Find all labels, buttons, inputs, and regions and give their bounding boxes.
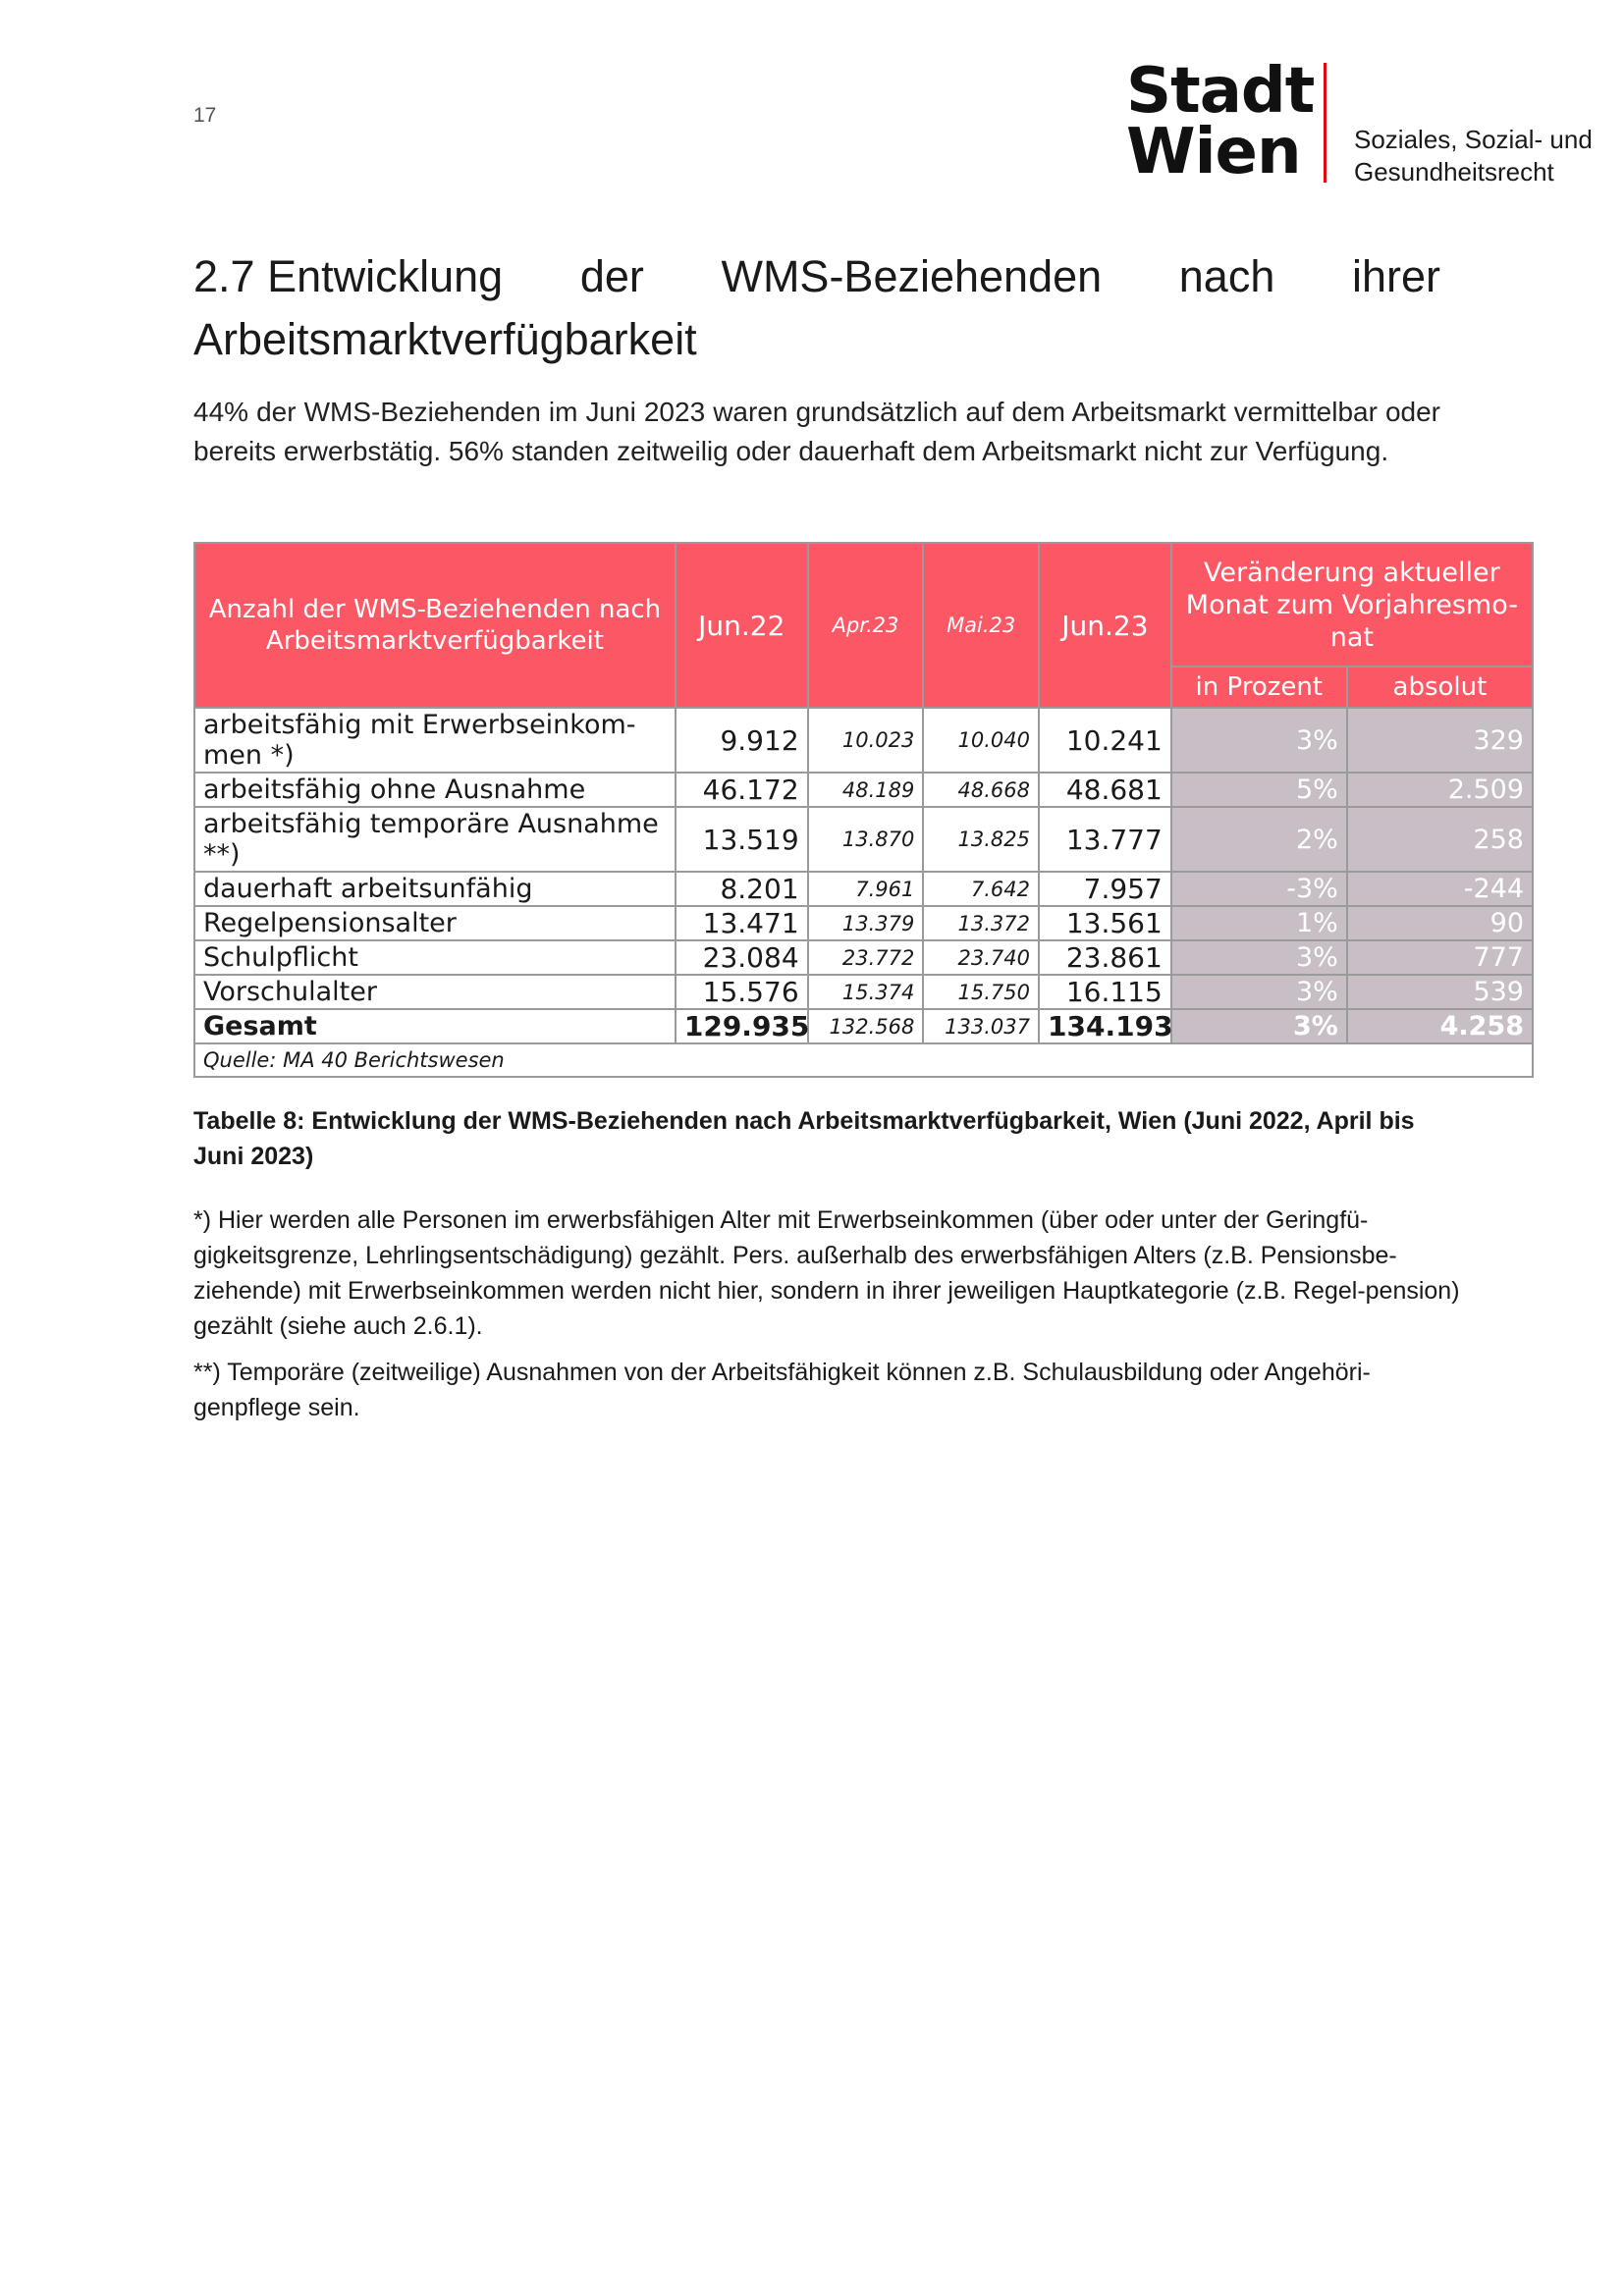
row-label: Regelpensionsalter [194, 906, 676, 940]
heading-word: nach [1178, 251, 1275, 301]
cell-mai23: 48.668 [923, 773, 1039, 807]
table-row [194, 975, 1533, 1009]
cell-absolute: 329 [1347, 708, 1533, 773]
row-label: Vorschulalter [194, 975, 676, 1009]
logo-dept-line2: Gesundheitsrecht [1354, 157, 1554, 187]
table-header-row [194, 543, 1533, 667]
intro-paragraph: 44% der WMS-Beziehenden im Juni 2023 waren grundsätzlich auf dem Arbeitsmarkt vermittelbar oder bereits erwerbstätig. 56% standen zeitweilig oder dauerhaft dem Arbeitsmarkt nicht zur Verfügung. [193, 397, 1440, 466]
heading-first: 2.7 Entwicklung [193, 251, 504, 301]
table-caption: Tabelle 8: Entwicklung der WMS-Beziehenden nach Arbeitsmarktverfügbarkeit, Wien (Juni 2022, April bis Juni 2023) [193, 1107, 1415, 1170]
cell-percent: 2% [1171, 807, 1347, 872]
logo-department [1354, 124, 1593, 188]
cell-percent: 3% [1171, 975, 1347, 1009]
row-label: arbeitsfähig ohne Ausnahme [194, 773, 676, 807]
total-percent: 3% [1171, 1009, 1347, 1043]
cell-apr23: 15.374 [808, 975, 924, 1009]
cell-jun23: 48.681 [1039, 773, 1171, 807]
row-label: arbeitsfähig temporäre Ausnahme **) [194, 807, 676, 872]
heading-word: WMS-Beziehenden [721, 251, 1103, 301]
total-absolute: 4.258 [1347, 1009, 1533, 1043]
table-row [194, 708, 1533, 773]
cell-jun23: 10.241 [1039, 708, 1171, 773]
header-change: Veränderung aktueller Monat zum Vorjahresmo-nat [1171, 543, 1533, 667]
logo-city-line2: Wien [1126, 116, 1301, 188]
row-label: Schulpflicht [194, 940, 676, 975]
cell-absolute: 777 [1347, 940, 1533, 975]
total-jun22: 129.935 [676, 1009, 808, 1043]
table-row [194, 940, 1533, 975]
cell-jun22: 8.201 [676, 872, 808, 906]
cell-apr23: 7.961 [808, 872, 924, 906]
cell-mai23: 23.740 [923, 940, 1039, 975]
cell-absolute: 258 [1347, 807, 1533, 872]
cell-absolute: 2.509 [1347, 773, 1533, 807]
table-row [194, 807, 1533, 872]
logo-city-line1: Stadt [1126, 55, 1315, 128]
table-row [194, 773, 1533, 807]
header-jun22: Jun.22 [676, 543, 808, 708]
stadt-wien-logo [1126, 55, 1315, 188]
total-jun23: 134.193 [1039, 1009, 1171, 1043]
header-apr23: Apr.23 [808, 543, 924, 708]
data-table [193, 542, 1534, 1078]
cell-jun22: 15.576 [676, 975, 808, 1009]
logo-dept-line1: Soziales, Sozial- und [1354, 125, 1593, 154]
section-heading [193, 245, 1440, 371]
row-label: arbeitsfähig mit Erwerbseinkom-men *) [194, 708, 676, 773]
cell-apr23: 48.189 [808, 773, 924, 807]
heading-line1 [193, 245, 1440, 308]
cell-jun22: 13.471 [676, 906, 808, 940]
cell-absolute: 539 [1347, 975, 1533, 1009]
header-mai23: Mai.23 [923, 543, 1039, 708]
cell-jun22: 46.172 [676, 773, 808, 807]
cell-absolute: -244 [1347, 872, 1533, 906]
cell-percent: 3% [1171, 708, 1347, 773]
cell-jun23: 16.115 [1039, 975, 1171, 1009]
cell-jun23: 23.861 [1039, 940, 1171, 975]
total-apr23: 132.568 [808, 1009, 924, 1043]
cell-jun22: 9.912 [676, 708, 808, 773]
cell-jun22: 23.084 [676, 940, 808, 975]
heading-word: ihrer [1351, 251, 1440, 301]
cell-mai23: 15.750 [923, 975, 1039, 1009]
header-jun23: Jun.23 [1039, 543, 1171, 708]
cell-mai23: 13.825 [923, 807, 1039, 872]
table-source: Quelle: MA 40 Berichtswesen [194, 1043, 1533, 1077]
cell-jun23: 13.777 [1039, 807, 1171, 872]
page-number: 17 [193, 104, 217, 127]
table-total-row [194, 1009, 1533, 1043]
row-label: dauerhaft arbeitsunfähig [194, 872, 676, 906]
table-row [194, 872, 1533, 906]
table-row [194, 906, 1533, 940]
heading-line2: Arbeitsmarktverfügbarkeit [193, 314, 697, 364]
cell-jun22: 13.519 [676, 807, 808, 872]
header-label: Anzahl der WMS-Beziehenden nach Arbeitsmarktverfügbarkeit [194, 543, 676, 708]
cell-percent: 5% [1171, 773, 1347, 807]
footnote-1: *) Hier werden alle Personen im erwerbsfähigen Alter mit Erwerbseinkommen (über oder unter der Geringfü-gigkeitsgrenze, Lehrlingsentschädigung) gezählt. Pers. außerhalb des erwerbsfähigen Alters (z.B. Pensionsbe-ziehende) mit Erwerbseinkommen werden nicht hier, sondern in ihrer jeweiligen Hauptkategorie (z.B. Regel-pension) gezählt (siehe auch 2.6.1). [193, 1206, 1460, 1340]
cell-percent: 1% [1171, 906, 1347, 940]
total-mai23: 133.037 [923, 1009, 1039, 1043]
cell-jun23: 7.957 [1039, 872, 1171, 906]
table-source-row [194, 1043, 1533, 1077]
footnote-2: **) Temporäre (zeitweilige) Ausnahmen von der Arbeitsfähigkeit können z.B. Schulausbildung oder Angehöri-genpflege sein. [193, 1359, 1371, 1421]
cell-percent: 3% [1171, 940, 1347, 975]
header-percent: in Prozent [1171, 667, 1347, 708]
cell-apr23: 13.870 [808, 807, 924, 872]
cell-apr23: 13.379 [808, 906, 924, 940]
cell-jun23: 13.561 [1039, 906, 1171, 940]
header-absolute: absolut [1347, 667, 1533, 708]
cell-mai23: 13.372 [923, 906, 1039, 940]
cell-apr23: 23.772 [808, 940, 924, 975]
cell-mai23: 7.642 [923, 872, 1039, 906]
logo-divider [1324, 63, 1326, 183]
cell-percent: -3% [1171, 872, 1347, 906]
cell-absolute: 90 [1347, 906, 1533, 940]
heading-word: der [579, 251, 644, 301]
cell-mai23: 10.040 [923, 708, 1039, 773]
total-label: Gesamt [194, 1009, 676, 1043]
cell-apr23: 10.023 [808, 708, 924, 773]
